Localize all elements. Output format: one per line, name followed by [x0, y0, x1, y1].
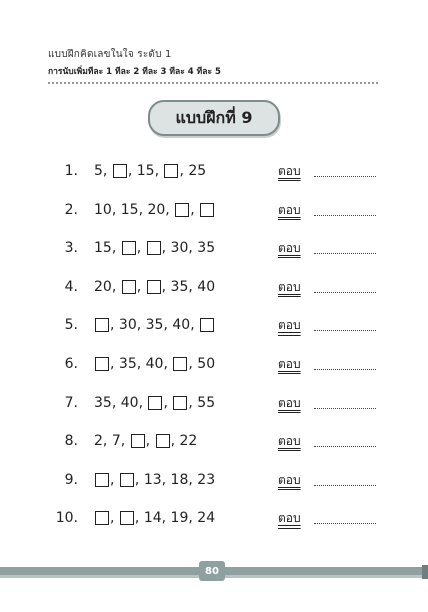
separator: , — [111, 394, 121, 411]
answer-line[interactable] — [314, 446, 376, 447]
sequence-number: 23 — [197, 471, 216, 488]
number-sequence — [94, 352, 215, 376]
answer-line[interactable] — [314, 176, 376, 177]
answer-line[interactable] — [314, 523, 376, 524]
separator: , — [120, 433, 130, 450]
separator: , — [127, 163, 137, 179]
question-row — [0, 391, 428, 415]
sequence-number: 35 — [197, 240, 216, 257]
blank-box[interactable] — [120, 511, 134, 525]
number-sequence — [94, 275, 215, 299]
answer-line[interactable] — [314, 408, 376, 409]
separator: , — [111, 240, 121, 257]
separator: , — [170, 433, 180, 450]
separator: , — [165, 201, 175, 218]
separator: , — [134, 471, 144, 488]
sequence-number: 15 — [136, 163, 155, 179]
sequence-number: 13 — [143, 471, 162, 488]
sequence-number: 30 — [170, 240, 189, 257]
separator: , — [110, 317, 119, 334]
sequence-number: 30 — [118, 317, 137, 334]
number-sequence — [94, 236, 215, 260]
question-number: 6. — [64, 356, 78, 372]
question-row — [0, 468, 428, 492]
separator: , — [161, 471, 171, 488]
number-sequence — [94, 391, 215, 415]
separator: , — [188, 394, 198, 411]
separator: , — [179, 163, 189, 179]
answer-label: ตอบ — [278, 357, 301, 371]
blank-box[interactable] — [95, 318, 109, 332]
question-number: 3. — [64, 240, 78, 257]
answer-line[interactable] — [314, 215, 376, 216]
separator: , — [154, 163, 164, 179]
book-subtitle: การนับเพิ่มทีละ 1 ทีละ 2 ทีละ 3 ทีละ 4 ทีละ 5 — [48, 67, 221, 77]
separator: , — [190, 201, 200, 218]
separator: , — [134, 510, 144, 527]
separator: , — [102, 433, 112, 450]
question-row — [0, 198, 428, 222]
sequence-number: 40 — [197, 278, 216, 295]
answer-line[interactable] — [314, 369, 376, 370]
separator: , — [163, 317, 173, 334]
blank-box[interactable] — [131, 434, 145, 448]
sequence-number: 22 — [179, 433, 198, 450]
blank-box[interactable] — [122, 280, 136, 294]
number-sequence — [94, 468, 215, 492]
sequence-number: 24 — [197, 510, 216, 527]
sequence-number: 19 — [170, 510, 189, 527]
blank-box[interactable] — [164, 164, 178, 178]
sequence-number: 15 — [94, 240, 112, 257]
separator: , — [138, 201, 148, 218]
page-number-tab — [199, 561, 225, 581]
header-divider — [48, 82, 378, 84]
blank-box[interactable] — [122, 241, 136, 255]
answer-label: ตอบ — [278, 511, 301, 526]
separator: , — [136, 278, 146, 295]
answer-label: ตอบ — [278, 164, 301, 178]
question-number: 1. — [64, 163, 78, 179]
answer-label: ตอบ — [278, 279, 301, 294]
blank-box[interactable] — [95, 357, 109, 371]
separator: , — [188, 356, 198, 372]
blank-box[interactable] — [120, 473, 134, 487]
blank-box[interactable] — [148, 396, 162, 410]
sequence-number: 50 — [197, 356, 216, 372]
sequence-number: 15 — [120, 201, 139, 218]
answer-label: ตอบ — [278, 318, 301, 333]
separator: , — [110, 471, 119, 488]
question-number: 7. — [64, 394, 78, 411]
sequence-number: 40 — [145, 356, 164, 372]
question-row — [0, 313, 428, 337]
sequence-number: 10 — [94, 201, 112, 218]
sequence-number: 35 — [94, 394, 112, 411]
separator: , — [136, 240, 146, 257]
number-sequence — [94, 506, 215, 530]
question-row — [0, 506, 428, 530]
question-number: 10. — [55, 510, 78, 527]
blank-box[interactable] — [200, 203, 214, 217]
blank-box[interactable] — [175, 203, 189, 217]
blank-box[interactable] — [147, 280, 161, 294]
question-row — [0, 429, 428, 453]
sequence-number: 20 — [147, 201, 166, 218]
blank-box[interactable] — [113, 164, 127, 178]
question-number: 4. — [64, 278, 78, 295]
question-number: 5. — [64, 317, 78, 334]
separator: , — [163, 356, 173, 372]
number-sequence — [94, 198, 215, 222]
answer-line[interactable] — [314, 485, 376, 486]
separator: , — [136, 317, 146, 334]
sequence-number: 40 — [120, 394, 139, 411]
question-row — [0, 352, 428, 376]
separator: , — [188, 510, 198, 527]
sequence-number: 7 — [111, 433, 121, 450]
separator: , — [188, 240, 198, 257]
sequence-number: 35 — [145, 317, 164, 334]
question-row — [0, 236, 428, 260]
sequence-number: 14 — [143, 510, 162, 527]
sequence-number: 55 — [197, 394, 216, 411]
answer-line[interactable] — [314, 253, 376, 254]
separator: , — [161, 510, 171, 527]
separator: , — [111, 278, 121, 295]
answer-label: ตอบ — [278, 472, 301, 487]
separator: , — [161, 240, 171, 257]
answer-label: ตอบ — [278, 395, 301, 410]
number-sequence — [94, 159, 206, 183]
answer-label: ตอบ — [278, 241, 301, 256]
separator: , — [188, 278, 198, 295]
page-number: 80 — [205, 565, 219, 577]
blank-box[interactable] — [173, 396, 187, 410]
book-title: แบบฝึกคิดเลขในใจ ระดับ 1 — [48, 49, 172, 60]
separator: , — [136, 356, 146, 372]
blank-box[interactable] — [147, 241, 161, 255]
footer-edge-mark — [422, 565, 428, 579]
exercise-title: แบบฝึกที่ 9 — [175, 107, 253, 127]
sequence-number: 20 — [94, 278, 112, 295]
separator: , — [110, 510, 119, 527]
question-number: 9. — [64, 471, 78, 488]
blank-box[interactable] — [200, 318, 214, 332]
separator: , — [138, 394, 148, 411]
separator: , — [190, 317, 200, 334]
answer-line[interactable] — [314, 292, 376, 293]
question-row — [0, 159, 428, 183]
separator: , — [145, 433, 155, 450]
answer-label: ตอบ — [278, 202, 301, 217]
blank-box[interactable] — [156, 434, 170, 448]
question-number: 8. — [64, 433, 78, 450]
answer-line[interactable] — [314, 330, 376, 331]
blank-box[interactable] — [95, 473, 109, 487]
separator: , — [110, 356, 119, 372]
separator: , — [161, 278, 171, 295]
sequence-number: 40 — [172, 317, 191, 334]
question-row — [0, 275, 428, 299]
question-number: 2. — [64, 201, 78, 218]
separator: , — [111, 201, 121, 218]
answer-label: ตอบ — [278, 434, 301, 449]
blank-box[interactable] — [95, 511, 109, 525]
sequence-number: 2 — [94, 433, 103, 450]
separator: , — [188, 471, 198, 488]
separator: , — [102, 163, 112, 179]
sequence-number: 5 — [94, 163, 103, 179]
number-sequence — [94, 313, 215, 337]
sequence-number: 35 — [118, 356, 137, 372]
sequence-number: 35 — [170, 278, 189, 295]
separator: , — [163, 394, 173, 411]
number-sequence — [94, 429, 197, 453]
sequence-number: 25 — [188, 163, 207, 179]
blank-box[interactable] — [173, 357, 187, 371]
sequence-number: 18 — [170, 471, 189, 488]
exercise-title-badge — [148, 100, 280, 136]
